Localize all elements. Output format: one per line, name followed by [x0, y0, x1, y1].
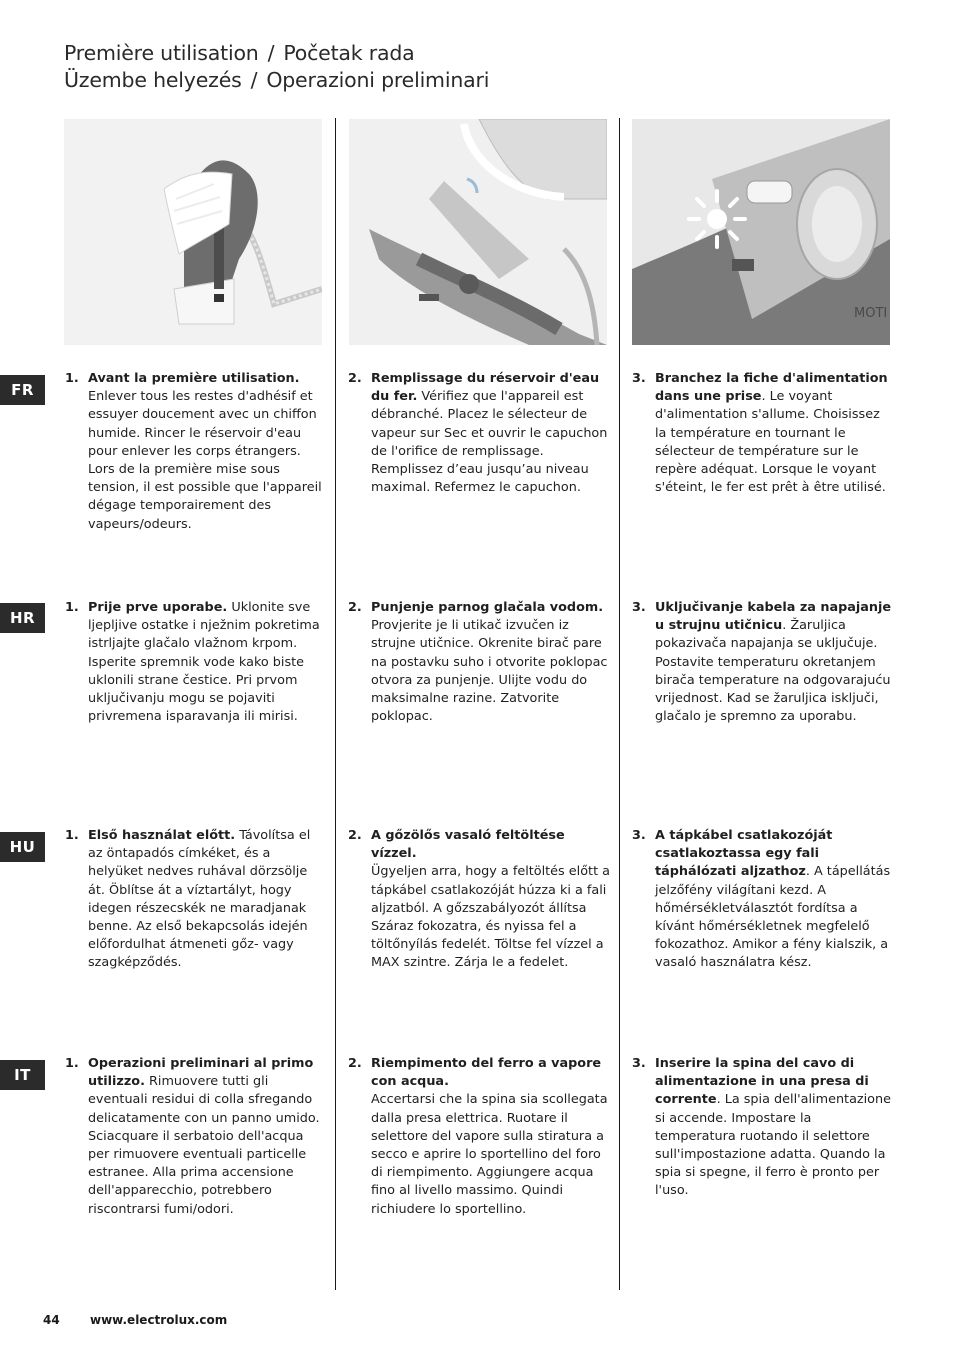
step-heading: Inserire la spina del cavo di alimentazione in una presa di corrente — [655, 1056, 869, 1108]
iron-brand-text: MOTI — [854, 306, 888, 321]
step-number: 3. — [632, 371, 646, 386]
step-text: Enlever tous les restes d'adhésif et essuyer doucement avec un chiffon humide. Rincer le réservoir d'eau pour enlever les corps étrangers. Lors de la première mise sous tension, il est possible que l'appareil dégage temporairement des vapeurs/odeurs. — [88, 389, 322, 532]
step-hu-1 — [65, 827, 327, 973]
illustration-remove-label — [64, 119, 322, 345]
step-number: 1. — [65, 1056, 79, 1071]
step-number: 2. — [348, 828, 362, 843]
step-fr-2 — [348, 370, 610, 497]
step-heading: Operazioni preliminari al primo utilizzo. — [88, 1056, 314, 1090]
step-number: 2. — [348, 600, 362, 615]
title-it: Operazioni preliminari — [266, 68, 490, 92]
step-it-2 — [348, 1055, 610, 1219]
step-text: Provjerite je li utikač izvučen iz strujne utičnice. Okrenite birač pare na postavku suho i otvorite poklopac otvora za punjenje. Ulijte vodu do maksimalne razine. Zatvorite poklopac. — [371, 618, 608, 725]
column-divider — [335, 118, 336, 1290]
step-text: Uklonite sve ljepljive ostatke i nježnim pokretima istrljajte glačalo vlažnom krpom. Isperite spremnik vode kako biste uklonili strane čestice. Pri prvom uključivanju mogu se pojaviti privremena isparavanja ili mirisi. — [88, 600, 320, 725]
step-number: 2. — [348, 371, 362, 386]
column-divider — [619, 118, 620, 1290]
language-tab-hr: HR — [0, 603, 45, 633]
step-number: 3. — [632, 1056, 646, 1071]
step-number: 1. — [65, 828, 79, 843]
step-number: 2. — [348, 1056, 362, 1071]
title-fr: Première utilisation — [64, 41, 259, 65]
step-text: Távolítsa el az öntapadós címkéket, és a helyüket nedves ruhával dörzsölje át. Öblítse át a víztartályt, hogy idegen részecskék ne maradjanak benne. Az első bekapcsolás idején előfordulhat átmeneti gőz- vagy szagképződés. — [88, 828, 311, 971]
step-heading: A gőzölős vasaló feltöltése vízzel. — [371, 828, 565, 862]
illustration-pilot-light — [632, 119, 890, 345]
step-hr-2 — [348, 599, 610, 726]
step-hr-3 — [632, 599, 894, 726]
step-fr-3 — [632, 370, 894, 497]
page-number: 44 — [43, 1313, 60, 1327]
title-separator: / — [250, 68, 258, 92]
step-hu-3 — [632, 827, 894, 973]
step-number: 3. — [632, 600, 646, 615]
step-text: . A tápellátás jelzőfény világítani kezd. A hőmérsékletválasztót fordítsa a kívánt hőmérsékletnek megfelelő fokozathoz. Amikor a fény kialszik, a vasaló használatra kész. — [655, 864, 891, 971]
title-line-1 — [64, 40, 489, 67]
iron-with-cloth-icon — [64, 119, 322, 345]
step-heading: A tápkábel csatlakozóját csatlakoztassa egy fali táphálózati aljzathoz — [655, 828, 833, 880]
step-it-1 — [65, 1055, 327, 1219]
step-number: 1. — [65, 371, 79, 386]
title-hr: Početak rada — [283, 41, 415, 65]
filling-water-icon — [349, 119, 607, 345]
language-tab-it: IT — [0, 1060, 45, 1090]
step-heading: Riempimento del ferro a vapore con acqua. — [371, 1056, 602, 1090]
illustration-fill-water — [349, 119, 607, 345]
step-text: . Žaruljica pokazivača napajanja se uključuje. Postavite temperaturu okretanjem birača temperature na odgovarajuću vrijednost. Kad se žaruljica isključi, glačalo je spremno za uporabu. — [655, 618, 891, 725]
step-text: . Le voyant d'alimentation s'allume. Choisissez la température en tournant le sélecteur de température sur le repère adéquat. Lorsque le voyant s'éteint, le fer est prêt à être utilisé. — [655, 389, 886, 496]
step-hr-1 — [65, 599, 327, 726]
step-heading: Branchez la fiche d'alimentation dans une prise — [655, 371, 888, 405]
pilot-light-icon — [632, 119, 890, 345]
step-heading: Punjenje parnog glačala vodom. — [371, 600, 604, 615]
step-heading: Első használat előtt. — [88, 828, 236, 843]
step-heading: Uključivanje kabela za napajanje u strujnu utičnicu — [655, 600, 892, 634]
step-heading: Remplissage du réservoir d'eau du fer. — [371, 371, 600, 405]
step-text: Vérifiez que l'appareil est débranché. Placez le sélecteur de vapeur sur Sec et ouvrir le capuchon de l'orifice de remplissage. Remplissez d’eau jusqu’au niveau maximal. Refermez le capuchon. — [371, 389, 608, 496]
step-text: Rimuovere tutti gli eventuali residui di colla sfregando delicatamente con un panno umido. Sciacquare il serbatoio dell'acqua per rimuovere eventuali particelle estranee. Alla prima accensione dell'apparecchio, potrebbero riscontrarsi fumi/odori. — [88, 1074, 320, 1217]
step-it-3 — [632, 1055, 894, 1201]
language-tab-hu: HU — [0, 832, 45, 862]
title-hu: Üzembe helyezés — [64, 68, 242, 92]
step-text: Ügyeljen arra, hogy a feltöltés előtt a tápkábel csatlakozóját húzza ki a fali aljzatból. A gőzszabályozót állítsa Száraz fokozatra, és nyissa fel a töltőnyílás fedelét. Töltse fel vízzel a MAX szintre. Zárja le a fedelet. — [371, 864, 610, 971]
step-hu-2 — [348, 827, 610, 973]
step-text: Accertarsi che la spina sia scollegata dalla presa elettrica. Ruotare il selettore del vapore sulla stiratura a secco e aprire lo sportellino del foro di riempimento. Aggiungere acqua fino al livello massimo. Quindi richiudere lo sportellino. — [371, 1092, 608, 1217]
step-number: 3. — [632, 828, 646, 843]
title-line-2 — [64, 67, 489, 94]
page-title — [64, 40, 489, 94]
step-heading: Avant la première utilisation. — [88, 371, 300, 386]
step-fr-1 — [65, 370, 327, 534]
title-separator: / — [267, 41, 275, 65]
step-number: 1. — [65, 600, 79, 615]
step-text: . La spia dell'alimentazione si accende. Impostare la temperatura ruotando il selettore sull'impostazione adatta. Quando la spia si spegne, il ferro è pronto per l'uso. — [655, 1092, 891, 1199]
step-heading: Prije prve uporabe. — [88, 600, 228, 615]
language-tab-fr: FR — [0, 375, 45, 405]
website-link[interactable]: www.electrolux.com — [90, 1313, 228, 1327]
